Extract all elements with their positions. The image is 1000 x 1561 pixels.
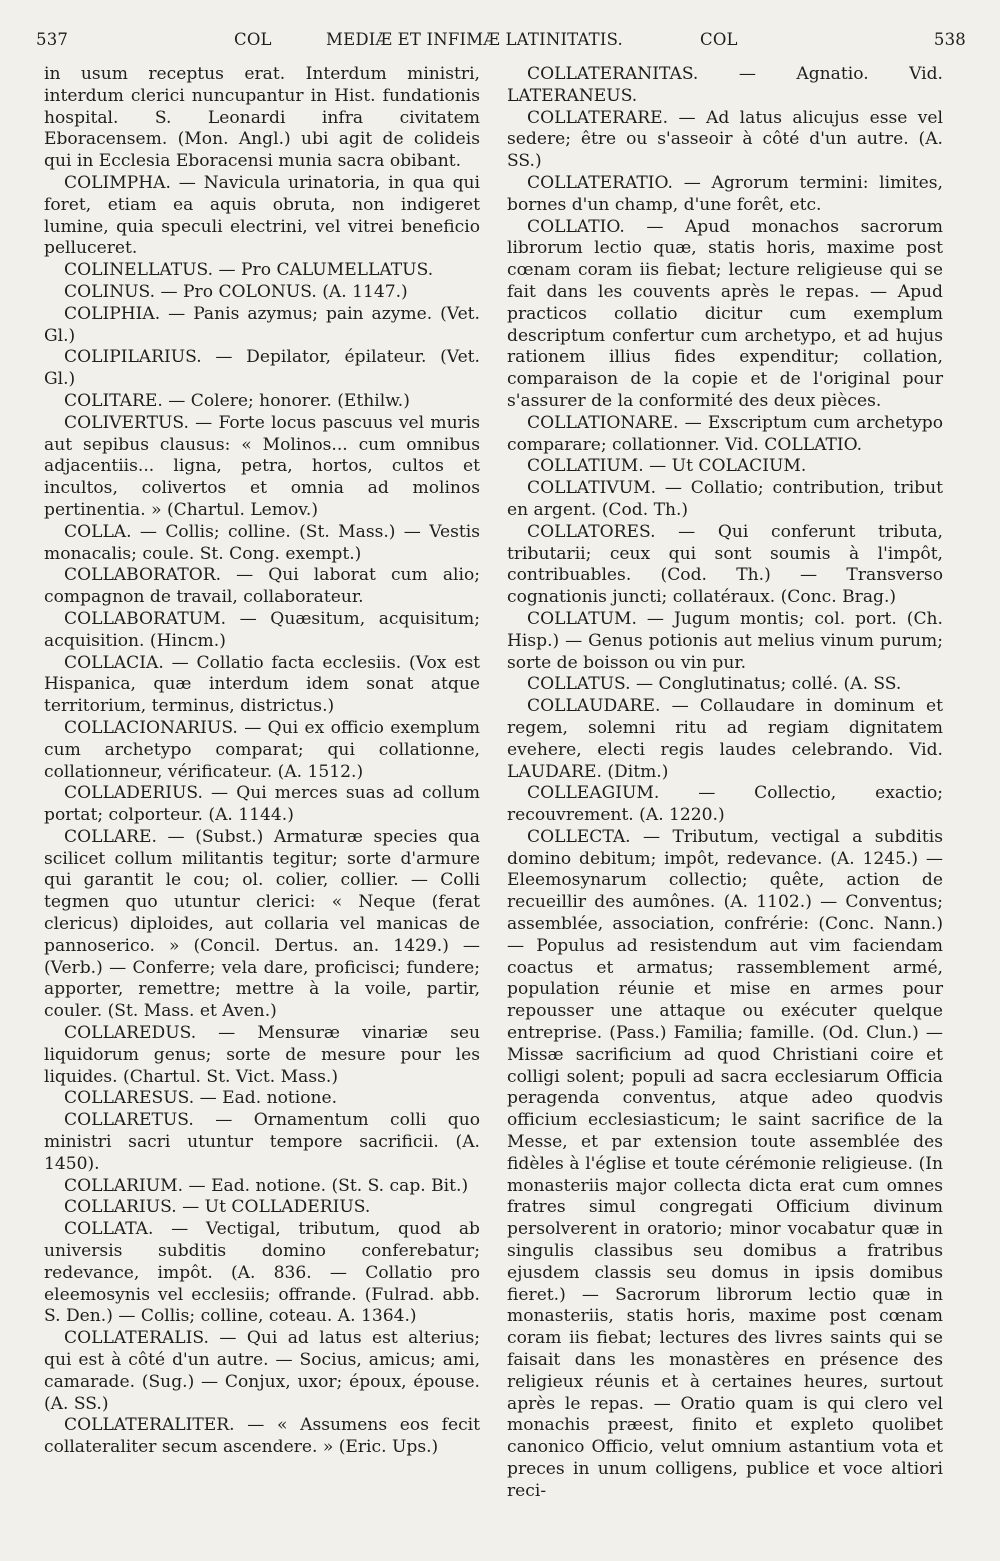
entry-colinus: COLINUS. — Pro COLONUS. (A. 1147.) (64, 281, 408, 302)
entry-collatus: COLLATUS. — Conglutinatus; collé. (A. SS. (527, 674, 902, 695)
entry-collatio: COLLATIO. — Apud monachos sacrorum librorum lectio quæ, statis horis, maxime post cœnam coram iis fiebat; lecture religieuse qui se fait dans les couvents après le repas. — Apud practicos collatio dicitur cum exemplum descriptum confertur cum archetypo, et ad hujus rationem illius fides expenditur; collation, comparaison de la copie et de l'original pour s'assurer de la conformité des deux pièces. (507, 216, 943, 411)
entry-collateratio: COLLATERATIO. — Agrorum termini: limites, bornes d'un champ, d'une forêt, etc. (507, 172, 943, 215)
entry-coliphia: COLIPHIA. — Panis azymus; pain azyme. (Vet. Gl.) (44, 303, 480, 346)
entry-collaboratum: COLLABORATUM. — Quæsitum, acquisitum; acquisition. (Hincm.) (44, 608, 480, 651)
entry-collaudare: COLLAUDARE. — Collaudare in dominum et regem, solemni ritu ad regiam dignitatem evehere, electi regis laudes celebrando. Vid. LAUDARE. (Ditm.) (507, 696, 943, 782)
entry-collateralis: COLLATERALIS. — Qui ad latus est alterius; qui est à côté d'un autre. — Socius, amicus; ami, camarade. (Sug.) — Conjux, uxor; époux, épouse. (A. SS.) (44, 1328, 480, 1414)
entry-collecta: COLLECTA. — Tributum, vectigal a subditis domino debitum; impôt, redevance. (A. 1245.) — Eleemosynarum collectio; quête, action de recueillir des aumônes. (A. 1102.) — Conventus; assemblée, association, confrérie: (Conc. Nann.) — Populus ad resistendum aut vim faciendam coactus et armatus; rassemblement armé, population réunie et mise en armes pour repousser une attaque ou exécuter quelque entreprise. (Pass.) Familia; famille. (Od. Clun.) — Missæ sacrificium ad quod Christiani coire et colligi solent; populi ad sacra ecclesiarum Officia peragenda conventus, atque adeo quodvis officium ecclesiasticum; le saint sacrifice de la Messe, et par extension toute assemblée des fidèles à l'église et toute cérémonie religieuse. (In monasteriis major collecta dicta erat cum omnes fratres simul congregati Officium divinum persolverent in oratorio; minor vocabatur quæ in singulis classibus seu domibus a fratribus ejusdem classis seu domus in ipsis domibus fieret.) — Sacrorum librorum lectio quæ in monasteriis, statis horis, maxime post cœnam coram iis fiebat; lectures des livres saints qui se faisait dans les monastères en présence des religieux réunis et à certaines heures, surtout après le repas. — Oratio quam is qui clero vel monachis præest, finito et expleto quolibet canonico Officio, velut omnium astantium vota et preces in unum colligens, publice et voce altiori reci- (507, 826, 943, 1501)
entry-collatores: COLLATORES. — Qui conferunt tributa, tributarii; ceux qui sont soumis à l'impôt, contribuables. (Cod. Th.) — Transverso cognationis juncti; collatéraux. (Conc. Brag.) (507, 521, 943, 608)
page-number-right: 538 (933, 30, 966, 49)
running-head-left: COL (234, 30, 272, 49)
entry-continuation: in usum receptus erat. Interdum ministri, interdum clerici nuncupantur in Hist. fundationis hospital. S. Leonardi infra civitatem Eboracensem. (Mon. Angl.) ubi agit de colideis qui in Ecclesia Eboracensi munia sacra obibant. (44, 64, 480, 172)
entry-colla: COLLA. — Collis; colline. (St. Mass.) — Vestis monacalis; coule. St. Cong. exempt.) (44, 521, 480, 564)
entry-collarius: COLLARIUS. — Ut COLLADERIUS. (64, 1197, 371, 1218)
entry-collaborator: COLLABORATOR. — Qui laborat cum alio; compagnon de travail, collaborateur. (44, 565, 480, 608)
entry-collaretus: COLLARETUS. — Ornamentum colli quo ministri sacri utuntur tempore sacrificii. (A. 1450). (44, 1110, 480, 1174)
right-column (507, 64, 943, 1551)
entry-collacionarius: COLLACIONARIUS. — Qui ex officio exemplum cum archetypo comparat; qui collationne, collationneur, vérificateur. (A. 1512.) (44, 717, 480, 782)
page-number-left: 537 (36, 30, 69, 49)
entry-colitare: COLITARE. — Colere; honorer. (Ethilw.) (64, 390, 410, 411)
entry-collata: COLLATA. — Vectigal, tributum, quod ab universis subditis domino conferebatur; redevance, impôt. (A. 836. — Collatio pro eleemosynis vel ecclesiis; offrande. (Fulrad. abb. S. Den.) — Collis; colline, coteau. A. 1364.) (44, 1219, 480, 1327)
left-column (44, 64, 480, 1551)
entry-collaterare: COLLATERARE. — Ad latus alicujus esse vel sedere; être ou s'asseoir à côté d'un autre. (A. SS.) (507, 107, 943, 172)
entry-collarium: COLLARIUM. — Ead. notione. (St. S. cap. Bit.) (64, 1175, 469, 1196)
entry-colimpha: COLIMPHA. — Navicula urinatoria, in qua qui foret, etiam ea aquis obruta, non indigeret lumine, quia speculi electrini, vel vitrei beneficio pelluceret. (44, 172, 480, 259)
running-head-right: COL (700, 30, 738, 49)
entry-collativum: COLLATIVUM. — Collatio; contribution, tribut en argent. (Cod. Th.) (507, 478, 943, 520)
entry-collare: COLLARE. — (Subst.) Armaturæ species qua scilicet collum militantis tegitur; sorte d'armure qui garantit le cou; ol. colier, collier. — Colli tegmen quo utuntur clerici: « Neque (ferat clericus) diploides, aut collaria vel manicas de pannoserico. » (Concil. Dertus. an. 1429.) — (Verb.) — Conferre; vela dare, proficisci; fundere; apporter, remettre; mettre à la voile, partir, couler. (St. Mass. et Aven.) (44, 826, 480, 1022)
entry-collatium: COLLATIUM. — Ut COLACIUM. (527, 456, 807, 477)
entry-collateraliter: COLLATERALITER. — « Assumens eos fecit collateraliter secum ascendere. » (Eric. Ups.) (44, 1415, 480, 1458)
page-title: MEDIÆ ET INFIMÆ LATINITATIS. (326, 30, 623, 49)
entry-collaresus: COLLARESUS. — Ead. notione. (64, 1088, 338, 1109)
entry-colladerius: COLLADERIUS. — Qui merces suas ad collum portat; colporteur. (A. 1144.) (44, 783, 480, 826)
page-header (36, 24, 966, 58)
entry-colivertus: COLIVERTUS. — Forte locus pascuus vel muris aut sepibus clausus: « Molinos... cum omnibus adjacentiis... ligna, petra, hortos, cultos et incultos, colivertos et omnia ad molinos pertinentia. » (Chartul. Lemov.) (44, 412, 480, 520)
entry-collatum: COLLATUM. — Jugum montis; col. port. (Ch. Hisp.) — Genus potionis aut melius vinum purum; sorte de boisson ou vin pur. (507, 608, 943, 673)
entry-collateranitas: COLLATERANITAS. — Agnatio. Vid. LATERANEUS. (507, 64, 943, 106)
entry-collationare: COLLATIONARE. — Exscriptum cum archetypo comparare; collationner. Vid. COLLATIO. (507, 412, 943, 455)
entry-colinellatus: COLINELLATUS. — Pro CALUMELLATUS. (64, 260, 434, 281)
entry-colleagium: COLLEAGIUM. — Collectio, exactio; recouvrement. (A. 1220.) (507, 783, 943, 826)
entry-collacia: COLLACIA. — Collatio facta ecclesiis. (Vox est Hispanica, quæ interdum idem sonat atque territorium, terminus, districtus.) (44, 652, 480, 717)
entry-colipilarius: COLIPILARIUS. — Depilator, épilateur. (Vet. Gl.) (44, 347, 480, 390)
entry-collaredus: COLLAREDUS. — Mensuræ vinariæ seu liquidorum genus; sorte de mesure pour les liquides. (Chartul. St. Vict. Mass.) (44, 1023, 480, 1087)
